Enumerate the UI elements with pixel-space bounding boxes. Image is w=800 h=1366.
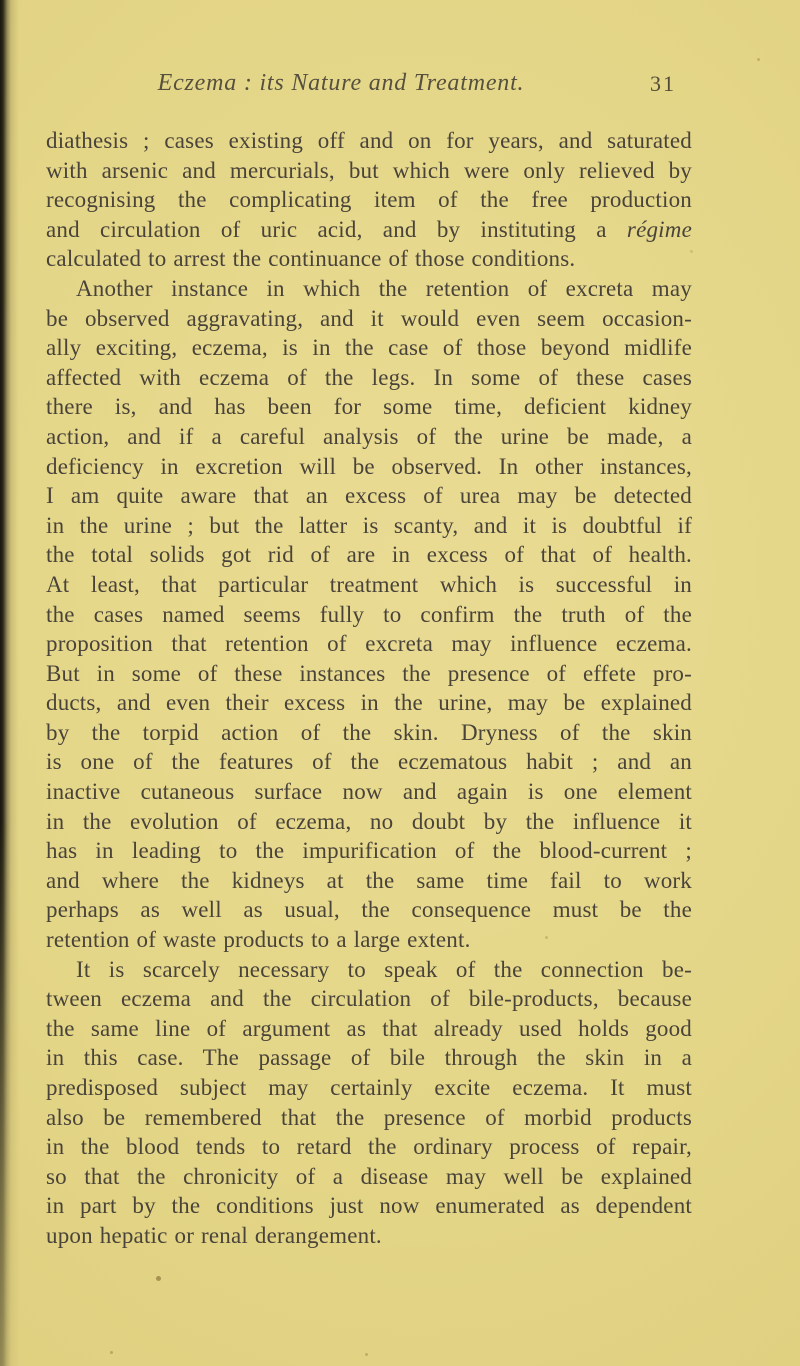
text-line: inactive cutaneous surface now and again is one element bbox=[46, 779, 692, 805]
text-line: in the evolution of eczema, no doubt by the influence it bbox=[46, 808, 692, 834]
text-line: But in some of these instances the presence of effete pro- bbox=[46, 660, 692, 686]
text-line: I am quite aware that an excess of urea may be detected bbox=[46, 483, 692, 509]
text-line: affected with eczema of the legs. In some of these cases bbox=[46, 364, 692, 390]
text-line: in the blood tends to retard the ordinary process of repair, bbox=[46, 1134, 692, 1160]
page-title: Eczema : its Nature and Treatment. bbox=[157, 70, 525, 96]
paper-specks bbox=[0, 0, 3, 3]
text-line: has in leading to the impurification of the blood-current ; bbox=[46, 838, 692, 864]
text-line: by the torpid action of the skin. Dryness of the skin bbox=[46, 719, 692, 745]
text-line: is one of the features of the eczematous habit ; and an bbox=[46, 749, 692, 775]
text-line: proposition that retention of excreta may influence eczema. bbox=[46, 631, 692, 657]
text-line: and circulation of uric acid, and by instituting a régime bbox=[46, 216, 692, 242]
text-line: At least, that particular treatment which is successful in bbox=[46, 571, 692, 597]
running-head bbox=[46, 70, 692, 102]
text-line: action, and if a careful analysis of the urine be made, a bbox=[46, 423, 692, 449]
text-line: so that the chronicity of a disease may well be explained bbox=[46, 1163, 692, 1189]
text-line: with arsenic and mercurials, but which were only relieved by bbox=[46, 157, 692, 183]
text-line: tween eczema and the circulation of bile-products, because bbox=[46, 986, 692, 1012]
text-block bbox=[46, 126, 692, 1251]
text-line: calculated to arrest the continuance of those conditions. bbox=[46, 246, 576, 272]
text-line: retention of waste products to a large extent. bbox=[46, 927, 471, 953]
paragraph bbox=[46, 955, 692, 1251]
text-line: there is, and has been for some time, deficient kidney bbox=[46, 394, 692, 420]
page-gutter-shadow bbox=[0, 0, 20, 1366]
text-line: in the urine ; but the latter is scanty, and it is doubtful if bbox=[46, 512, 692, 538]
text-line: It is scarcely necessary to speak of the connection be- bbox=[76, 956, 692, 982]
text-line: also be remembered that the presence of morbid products bbox=[46, 1104, 692, 1130]
text-line: in part by the conditions just now enumerated as dependent bbox=[46, 1193, 692, 1219]
text-line: upon hepatic or renal derangement. bbox=[46, 1222, 382, 1248]
text-line: Another instance in which the retention of excreta may bbox=[76, 275, 692, 301]
paragraph bbox=[46, 126, 692, 274]
text-line: ducts, and even their excess in the urine, may be explained bbox=[46, 690, 692, 716]
text-line: be observed aggravating, and it would even seem occasion- bbox=[46, 305, 692, 331]
text-line: perhaps as well as usual, the consequence must be the bbox=[46, 897, 692, 923]
paragraph bbox=[46, 274, 692, 955]
text-line: and where the kidneys at the same time fail to work bbox=[46, 867, 692, 893]
text-line: ally exciting, eczema, is in the case of those beyond midlife bbox=[46, 335, 692, 361]
page-number: 31 bbox=[650, 71, 676, 96]
text-line: recognising the complicating item of the free production bbox=[46, 187, 692, 213]
text-line: in this case. The passage of bile through the skin in a bbox=[46, 1045, 692, 1071]
text-line: the same line of argument as that already used holds good bbox=[46, 1015, 692, 1041]
text-line: deficiency in excretion will be observed. In other instances, bbox=[46, 453, 692, 479]
text-line: the total solids got rid of are in excess of that of health. bbox=[46, 542, 692, 568]
text-line: the cases named seems fully to confirm the truth of the bbox=[46, 601, 692, 627]
text-line: diathesis ; cases existing off and on for years, and saturated bbox=[46, 128, 692, 153]
text-line: predisposed subject may certainly excite eczema. It must bbox=[46, 1075, 692, 1100]
